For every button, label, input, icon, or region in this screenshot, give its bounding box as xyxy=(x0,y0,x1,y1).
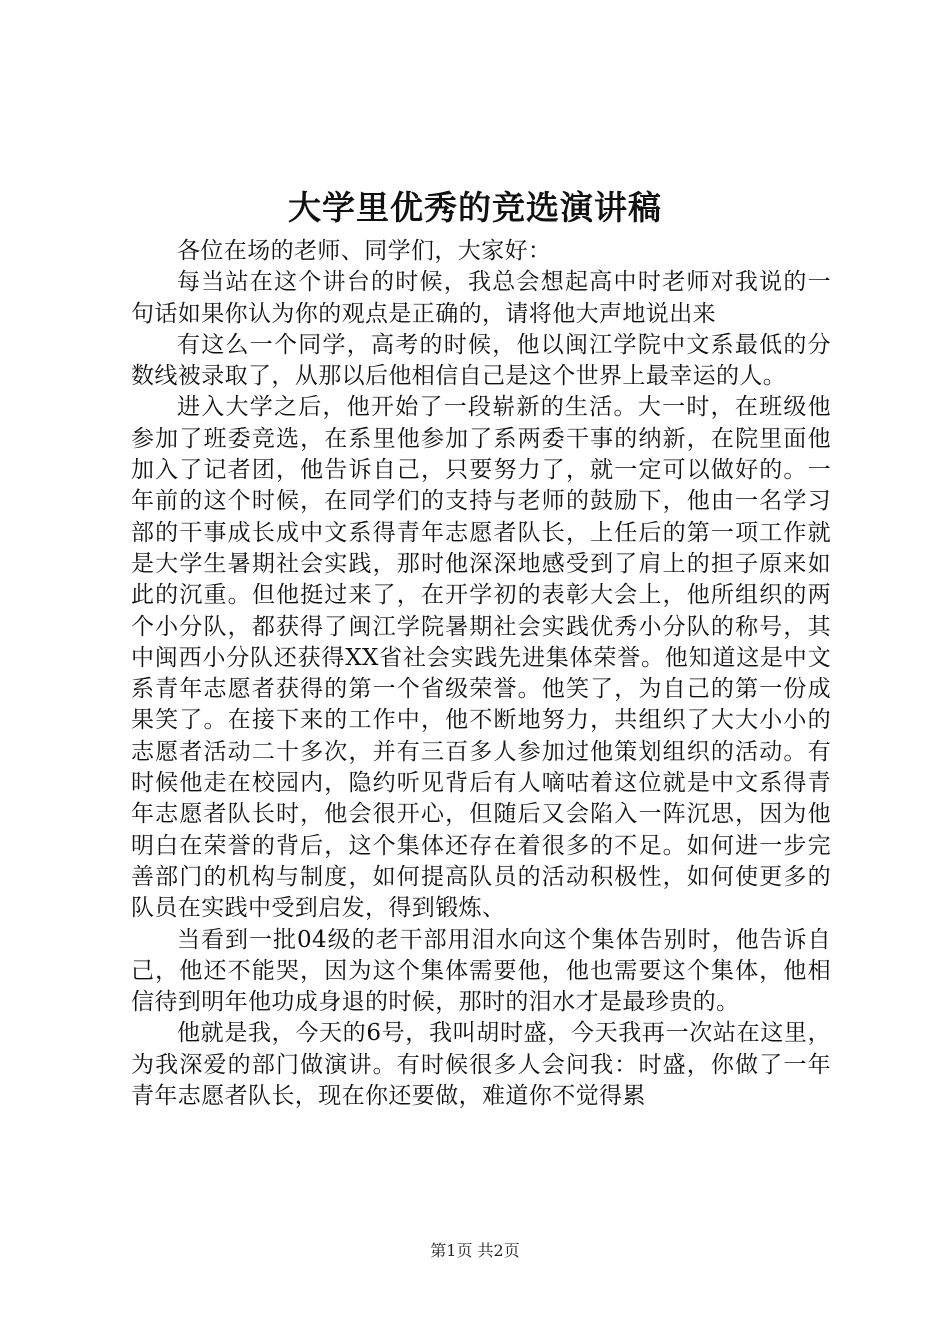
paragraph-greeting: 各位在场的老师、同学们，大家好： xyxy=(177,238,552,264)
paragraph-farewell: 当看到一批04级的老干部用泪水向这个集体告别时，他告诉自己，他还不能哭，因为这个集体需要他，他也需要这个集体，他相信待到明年他功成身退的时候，那时的泪水才是最珍贵的。 xyxy=(131,926,831,1016)
document-title: 大学里优秀的竞选演讲稿 xyxy=(288,188,662,227)
paragraph-self-introduction: 他就是我，今天的6号，我叫胡时盛，今天我再一次站在这里，为我深爱的部门做演讲。有时候很多人会问我：时盛，你做了一年青年志愿者队长，现在你还要做，难道你不觉得累 xyxy=(131,1020,831,1110)
page-number-footer: 第1页 共2页 xyxy=(430,1241,520,1260)
paragraph-teacher-quote: 每当站在这个讲台的时候，我总会想起高中时老师对我说的一句话如果你认为你的观点是正确的，请将他大声地说出来 xyxy=(131,269,831,327)
paragraph-admission: 有这么一个同学，高考的时候，他以闽江学院中文系最低的分数线被录取了，从那以后他相信自己是这个世界上最幸运的人。 xyxy=(131,331,831,390)
document-body xyxy=(131,236,831,1112)
paragraph-university-life: 进入大学之后，他开始了一段崭新的生活。大一时，在班级他参加了班委竞选，在系里他参加了系两委干事的纳新，在院里面他加入了记者团，他告诉自己，只要努力了，就一定可以做好的。一年前的这个时候，在同学们的支持与老师的鼓励下，他由一名学习部的干事成长成中文系得青年志愿者队长，上任后的第一项工作就是大学生暑期社会实践，那时他深深地感受到了肩上的担子原来如此的沉重。但他挺过来了，在开学初的表彰大会上，他所组织的两个小分队，都获得了闽江学院暑期社会实践优秀小分队的称号，其中闽西小分队还获得XX省社会实践先进集体荣誉。他知道这是中文系青年志愿者获得的第一个省级荣誉。他笑了，为自己的第一份成果笑了。在接下来的工作中，他不断地努力，共组织了大大小小的志愿者活动二十多次，并有三百多人参加过他策划组织的活动。有时候他走在校园内，隐约听见背后有人嘀咕着这位就是中文系得青年志愿者队长时，他会很开心，但随后又会陷入一阵沉思，因为他明白在荣誉的背后，这个集体还存在着很多的不足。如何进一步完善部门的机构与制度，如何提高队员的活动积极性，如何使更多的队员在实践中受到启发，得到锻炼、 xyxy=(131,394,831,922)
